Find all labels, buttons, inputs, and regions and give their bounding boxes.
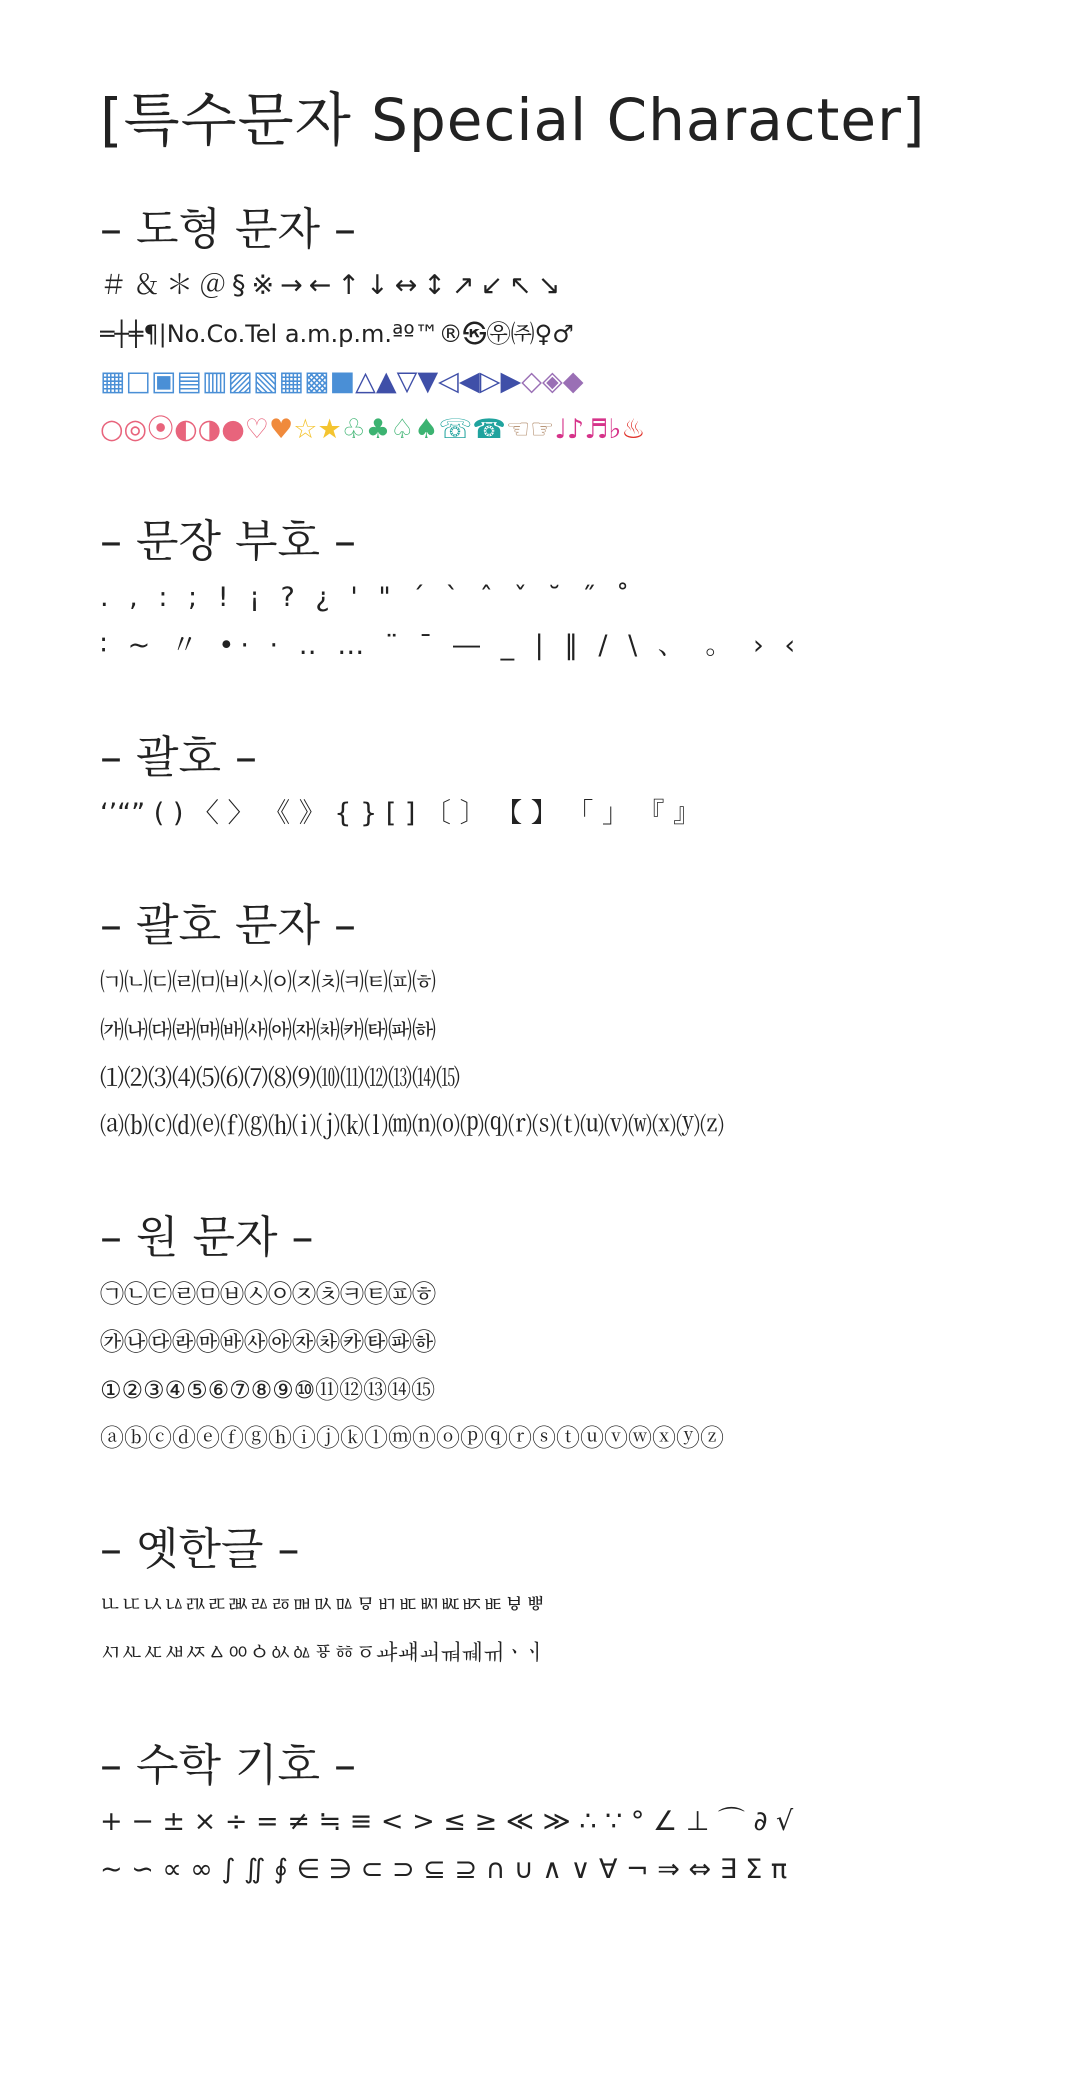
section-heading: – 괄호 문자 – <box>100 900 356 951</box>
symbol-line: ‘’“” ( ) 〈 〉 《 》 { } [ ] 〔 〕 【 】 「 」 『 』 <box>100 798 701 829</box>
colored-symbol-group: ♨ <box>621 414 646 445</box>
colored-symbol-group: ☏☎ <box>438 414 506 445</box>
section-shape-characters <box>100 202 1040 454</box>
section-old-hangul <box>100 1522 1040 1678</box>
section-heading: – 원 문자 – <box>100 1212 314 1263</box>
section-math-symbols <box>100 1738 1040 1894</box>
symbol-line: ㈀㈁㈂㈃㈄㈅㈆㈇㈈㈉㈊㈋㈌㈍ <box>100 968 436 996</box>
symbol-line: ㈎㈏㈐㈑㈒㈓㈔㈕㈖㈗㈘㈙㈚㈛ <box>100 1016 436 1044</box>
section-heading: – 옛한글 – <box>100 1524 300 1575</box>
symbol-line: ㅥㅦㅧㅨㅩㅪㅫㅬㅭㅮㅯㅰㅱㅲㅳㅴㅵㅶㅷㅸㅹ <box>100 1593 547 1618</box>
symbol-line: ①②③④⑤⑥⑦⑧⑨⑩⑪⑫⑬⑭⑮ <box>100 1376 436 1404</box>
symbol-line: ⑴⑵⑶⑷⑸⑹⑺⑻⑼⑽⑾⑿⒀⒁⒂ <box>100 1064 460 1092</box>
symbol-line: ⒜⒝⒞⒟⒠⒡⒢⒣⒤⒥⒦⒧⒨⒩⒪⒫⒬⒭⒮⒯⒰⒱⒲⒳⒴⒵ <box>100 1112 724 1140</box>
symbol-line: . , : ; ! ¡ ? ¿ ' " ˊ ˋ ˆ ˇ ˘ ˝ ˚ <box>100 582 636 613</box>
colored-symbol-group: ○◎⦿◐◑●♡ <box>100 414 270 445</box>
section-circled-characters <box>100 1210 1040 1462</box>
symbol-line: ＃＆＊＠§※→←↑↓↔↕↗↙↖↘ <box>100 270 567 301</box>
section-heading: – 괄호 – <box>100 732 257 783</box>
colored-symbol-group: ♧♣♤♠ <box>341 414 439 445</box>
section-brackets <box>100 730 1040 838</box>
page-title: [특수문자 Special Character] <box>100 86 926 154</box>
section-parenthesized-characters <box>100 898 1040 1150</box>
colored-symbol-group: ♥ <box>269 414 294 445</box>
section-punctuation <box>100 514 1040 670</box>
symbol-line: + − ± × ÷ = ≠ ≒ ≡ < > ≤ ≥ ≪ ≫ ∴ ∵ ° ∠ ⊥ ⌒ ∂ √ <box>100 1806 794 1837</box>
blue-box-symbols: ▦□▣▤▥▨▧▦▩■ <box>100 366 356 397</box>
section-heading: – 도형 문자 – <box>100 204 356 255</box>
symbol-line: ∶ ~ 〃 •· · ‥ … ¨ ¯ ― _ | ‖ / \ 、 。 › ‹ <box>100 630 802 661</box>
colored-symbol-group: ♩♪♬♭ <box>554 414 622 445</box>
symbol-line: ㉮㉯㉰㉱㉲㉳㉴㉵㉶㉷㉸㉹㉺㉻ <box>100 1328 436 1356</box>
colored-symbol-group: ☜☞ <box>505 414 555 445</box>
special-characters-document <box>100 80 1040 1954</box>
symbol-line: ∼ ∽ ∝ ∞ ∫ ∬ ∮ ∈ ∋ ⊂ ⊃ ⊆ ⊇ ∩ ∪ ∧ ∨ ∀ ¬ ⇒ ⇔ ∃ Σ π <box>100 1854 788 1885</box>
symbol-line: ㉠㉡㉢㉣㉤㉥㉦㉧㉨㉩㉪㉫㉬㉭ <box>100 1280 436 1308</box>
section-heading: – 수학 기호 – <box>100 1740 356 1791</box>
colored-symbol-group: ☆★ <box>293 414 342 445</box>
symbol-line: ═┼╪¶|No.Co.Tel a.m.p.m.ªº™®㉿㉾㈜♀♂ <box>100 320 574 348</box>
colorful-symbol-line <box>100 406 1040 454</box>
symbol-line: ㅺㅻㅼㅽㅾㅿㆀㆁㆂㆃㆄㆅㆆㆇㆈㆉㆊㆋㆌㆍㆎ <box>100 1641 547 1666</box>
navy-triangle-symbols: △▲▽▼◁◀▷▶ <box>355 366 522 397</box>
symbol-line: ⓐⓑⓒⓓⓔⓕⓖⓗⓘⓙⓚⓛⓜⓝⓞⓟⓠⓡⓢⓣⓤⓥⓦⓧⓨⓩ <box>100 1424 724 1452</box>
purple-diamond-symbols: ◇◈◆ <box>521 366 584 397</box>
section-heading: – 문장 부호 – <box>100 516 356 567</box>
colored-shape-line <box>100 358 1040 406</box>
